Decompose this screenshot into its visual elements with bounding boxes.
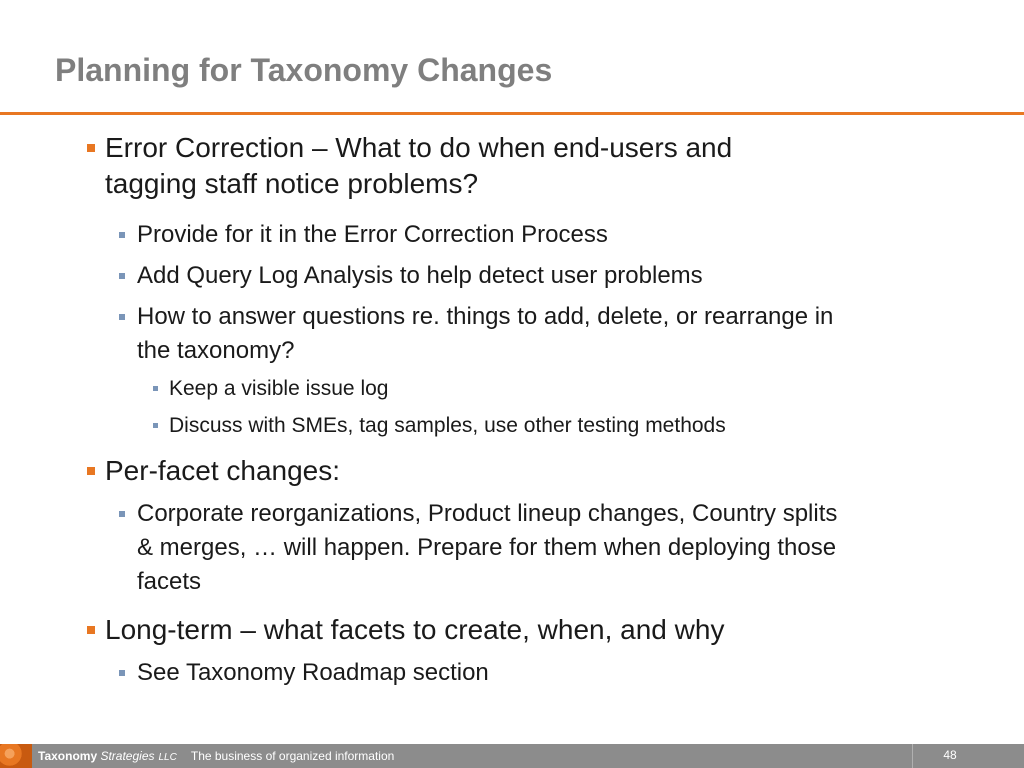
bullet-marker — [119, 511, 125, 517]
footer-divider — [912, 744, 913, 768]
brand-name: Taxonomy — [38, 749, 98, 763]
page-number: 48 — [943, 748, 957, 762]
title-divider — [0, 112, 1024, 115]
bullet-corporate-reorgs — [137, 497, 837, 599]
bullet-line: the taxonomy? — [137, 337, 295, 364]
bullet-issue-log — [169, 375, 388, 403]
bullet-discuss-smes — [169, 412, 726, 440]
bullet-line: Keep a visible issue log — [169, 377, 389, 400]
slide-footer — [0, 744, 1024, 768]
bullet-line: facets — [137, 568, 202, 595]
bullet-line: Add Query Log Analysis to help detect user problems — [137, 262, 703, 289]
bullet-line: Discuss with SMEs, tag samples, use other testing methods — [169, 414, 726, 437]
slide-title: Planning for Taxonomy Changes — [55, 52, 553, 88]
bullet-marker — [87, 144, 95, 152]
bullet-marker — [87, 626, 95, 634]
bullet-line: How to answer questions re. things to add, delete, or rearrange in — [137, 303, 834, 330]
logo-icon — [0, 744, 32, 768]
bullet-line: Long-term – what facets to create, when, and why — [105, 614, 725, 645]
bullet-line: See Taxonomy Roadmap section — [137, 659, 489, 686]
bullet-answer-questions — [137, 300, 833, 368]
footer-brand — [38, 749, 394, 763]
bullet-marker — [153, 423, 158, 428]
bullet-marker — [119, 232, 125, 238]
bullet-long-term — [105, 612, 724, 648]
bullet-marker — [87, 467, 95, 475]
footer-tagline: The business of organized information — [190, 749, 395, 763]
bullet-marker — [119, 273, 125, 279]
bullet-line: & merges, … will happen. Prepare for them when deploying those — [137, 534, 837, 561]
bullet-marker — [119, 670, 125, 676]
bullet-line: Provide for it in the Error Correction Process — [137, 221, 608, 248]
bullet-line: Per-facet changes: — [105, 455, 341, 486]
bullet-per-facet — [105, 453, 340, 489]
bullet-error-correction — [105, 130, 732, 202]
bullet-marker — [153, 386, 158, 391]
brand-strategies: Strategies — [100, 749, 155, 763]
bullet-query-log — [137, 259, 703, 293]
brand-llc: LLC — [158, 752, 177, 763]
bullet-provide-process — [137, 218, 608, 252]
bullet-marker — [119, 314, 125, 320]
bullet-line: tagging staff notice problems? — [105, 168, 479, 199]
bullet-roadmap — [137, 656, 489, 690]
bullet-line: Corporate reorganizations, Product lineup changes, Country splits — [137, 500, 838, 527]
bullet-line: Error Correction – What to do when end-users and — [105, 132, 733, 163]
